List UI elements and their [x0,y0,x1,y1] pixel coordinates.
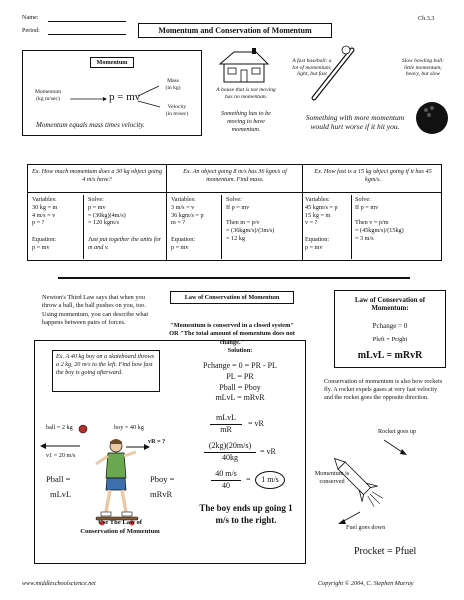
fraction-3-denominator: 40 [222,481,230,490]
momentum-formula: p = mv [109,91,141,103]
mv-right-label: mRvR [150,489,173,499]
example-1-note: Just put together the units for m and v. [88,236,162,251]
boy-skateboard-icon [92,438,142,528]
equals-sign: = [246,475,251,484]
example-3-solve: Solve: If p = mv Then v = p/m = (45kgm/s)/(15kg) = 3 m/s [355,196,404,242]
example-3-equation: Equation: p = mv [305,236,330,251]
fraction-2-denominator: 40kg [222,453,238,462]
example-2-variables: Variables: 3 m/s = v 36 kgm/s = p m = ? [171,196,204,227]
bowling-ball-icon [414,100,450,136]
example-1-variables: Variables: 30 kg = m 4 m/s = v p = ? [32,196,58,227]
examples-header-line [27,192,442,193]
example-2-question: Ex. An object going 8 m/s has 36 kgm/s of momentum. Find mass. [183,168,287,183]
boy-velocity-label: vR = ? [148,438,166,445]
momentum-box-title: Momentum [90,57,134,68]
answer-circle: 1 m/s [255,471,285,489]
example-1-solve: Solve: p = mv = (30kg)(4m/s) = 120 kgm/s [88,196,126,227]
mass-label: Mass (in kg) [165,78,181,91]
velocity-label: Velocity (in m/sec) [165,104,189,117]
footer-website[interactable]: www.middleschoolscience.net [22,580,96,587]
law-p-change: Pchange = 0 [372,322,408,330]
solution-result: The boy ends up going 1 m/s to the right. [199,503,293,525]
ball-mass-label: ball = 2 kg [46,424,73,431]
example-1-split [83,195,84,259]
section-divider [58,277,410,279]
rocket-text: Conservation of momentum is also how rockets fly. A rocket expels gases at very fast velocity and the rocket goes the opposite direction. [324,378,443,402]
fraction-3-numerator: 40 m/s [215,469,237,478]
skateboard-question: Ex. A 40 kg boy on a skateboard throws a 2 kg, 20 m/s to the left. Find how fast the boy is going afterward. [52,350,160,392]
period-line[interactable] [48,34,126,35]
rocket-equation: Procket = Pfuel [354,546,417,557]
solution-title: Solution: [227,347,253,354]
name-line[interactable] [48,21,126,22]
rocket-icon [0,0,1,1]
fraction-2-rhs: = vR [260,447,276,456]
example-2-equation: Equation: p = mv [171,236,196,251]
use-law-caption: Use The Law of Conservation of Momentum [80,519,160,535]
momentum-label: Momentum (kg m/sec) [34,89,62,102]
momentum-conserved-label: Momentum is conserved [314,470,350,485]
period-label: Period: [22,27,40,34]
fraction-1-rhs: = vR [248,419,264,428]
house-caption: A house that is not moving has no momentum. [216,87,276,100]
ball-icon [78,424,88,434]
example-2-split [221,195,222,259]
example-1-question: Ex. How much momentum does a 30 kg object going 4 m/s have? [32,168,162,183]
footer-copyright: Copyright © 2004, C. Stephen Murray [318,580,414,587]
house-icon [216,48,272,84]
law-title: Law of Conservation of Momentum: [354,296,426,313]
example-3-variables: Variables: 45 kgm/s = p 15 kg = m v = ? [305,196,338,227]
p-ball-label: Pball = [46,474,71,484]
fraction-2-numerator: (2kg)(20m/s) [208,441,252,450]
baseball-caption: A fast baseball: a lot of momentum; light, but fast [292,58,332,78]
example-3-split [351,195,352,259]
example-3-question: Ex. How fast is a 15 kg object going if it has 45 kgm/s. [314,168,432,183]
rocket-goes-up-label: Rocket goes up [378,428,417,435]
solution-steps: Pchange = 0 = PR - PL PL = PR Pball = Pboy mLvL = mRvR [203,361,277,403]
mv-left-label: mLvL [50,489,72,499]
hurt-caption: Something with more momentum would hurt worse if it hit you. [305,113,405,131]
chapter-number: Ch.3.3 [418,15,435,22]
moving-caption: Something has to be moving to have momentum. [220,110,271,133]
law-equation: mLvL = mRvR [357,350,423,361]
examples-divider-1 [166,164,167,261]
ball-velocity-label: v1 = 20 m/s [46,452,76,459]
momentum-caption: Momentum equals mass times velocity. [36,121,145,129]
example-2-solve: Solve: If p = mv Then m = p/v = (36kgm/s)/(3m/s) = 12 kg [226,196,275,242]
fraction-1-denominator: mR [220,425,232,434]
boy-mass-label: boy = 40 kg [114,424,144,431]
example-1-equation: Equation: p = mv [32,236,57,251]
bowling-caption: Slow bowling ball: little momentum; heavy, but slow [401,58,445,78]
examples-divider-2 [302,164,303,261]
law-p-left-right: Pleft = Pright [372,336,408,343]
fraction-1-numerator: mLvL [216,413,236,422]
p-boy-label: Pboy = [150,474,175,484]
page-title: Momentum and Conservation of Momentum [138,23,332,38]
fuel-down-label: Fuel goes down [346,524,386,531]
conservation-quote: "Momentum is conserved in a closed system" OR "The total amount of momentum does not change." [169,322,295,346]
newton-text: Newton's Third Law says that when you throw a ball, the ball pushes on you, too. Using momentum, you can describe what happens between pairs of forces. [42,294,149,326]
conservation-title: Law of Conservation of Momentum [170,291,294,304]
name-label: Name: [22,14,39,21]
